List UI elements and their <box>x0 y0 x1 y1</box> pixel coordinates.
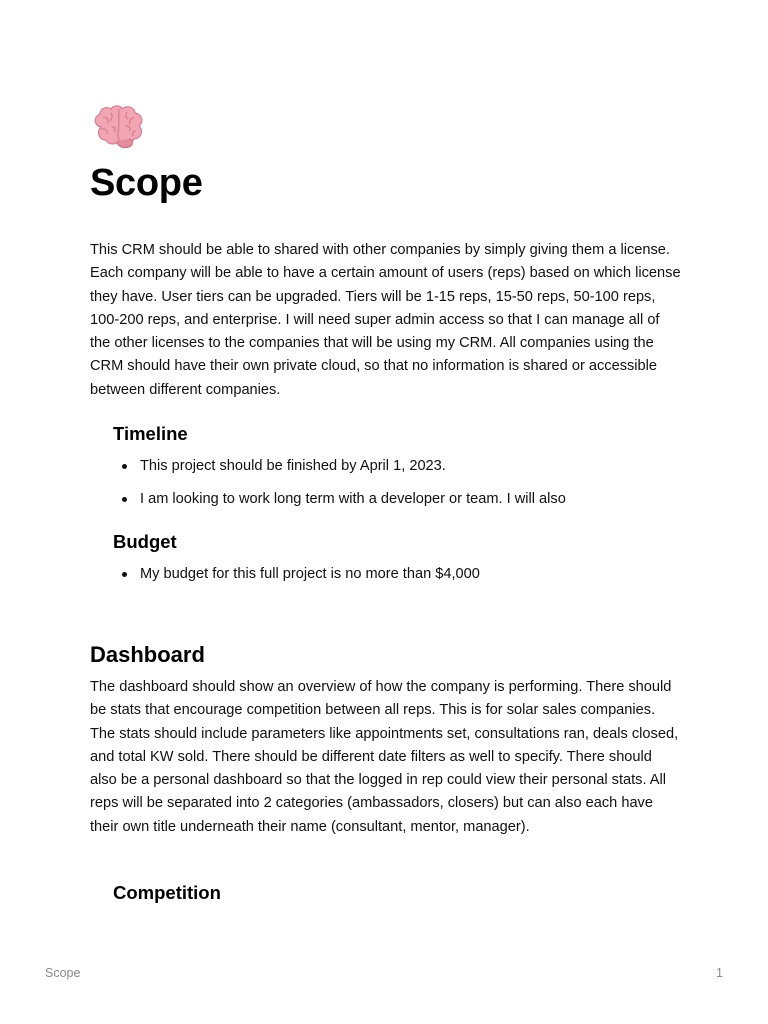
brain-icon <box>91 103 147 151</box>
timeline-item-text: I am looking to work long term with a developer or team. I will also <box>140 491 566 507</box>
page-title: Scope <box>90 162 203 204</box>
dashboard-paragraph: The dashboard should show an overview of how the company is performing. There should be stats that encourage competition between all reps. This is for solar sales companies. The stats should include parameters like appointments set, consultations ran, deals closed, and total KW sold. There should be different date filters as well to specify. There should also be a personal dashboard so that the logged in rep could view their personal stats. All reps will be separated into 2 categories (ambassadors, closers) but can also each have their own title underneath their name (consultant, mentor, manager). <box>90 679 679 835</box>
page-number: 1 <box>716 966 723 980</box>
budget-heading: Budget <box>113 531 177 552</box>
timeline-heading: Timeline <box>113 423 188 444</box>
dashboard-heading: Dashboard <box>90 642 205 667</box>
footer-title: Scope <box>45 966 81 980</box>
intro-paragraph: This CRM should be able to shared with other companies by simply giving them a license. Each company will be able to have a certain amount of users (reps) based on which license they have. User tiers can be upgraded. Tiers will be 1-15 reps, 15-50 reps, 50-100 reps, 100-200 reps, and enterprise. I will need super admin access so that I can manage all of the other licenses to the companies that will be using my CRM. All companies using the CRM should have their own private cloud, so that no information is shared or accessible between different companies. <box>90 242 681 398</box>
bullet-icon <box>122 497 127 502</box>
budget-item-text: My budget for this full project is no more than $4,000 <box>140 566 480 582</box>
bullet-icon <box>122 572 127 577</box>
competition-heading: Competition <box>113 882 221 903</box>
bullet-icon <box>122 464 127 469</box>
timeline-item-text: This project should be finished by April 1, 2023. <box>140 458 446 474</box>
